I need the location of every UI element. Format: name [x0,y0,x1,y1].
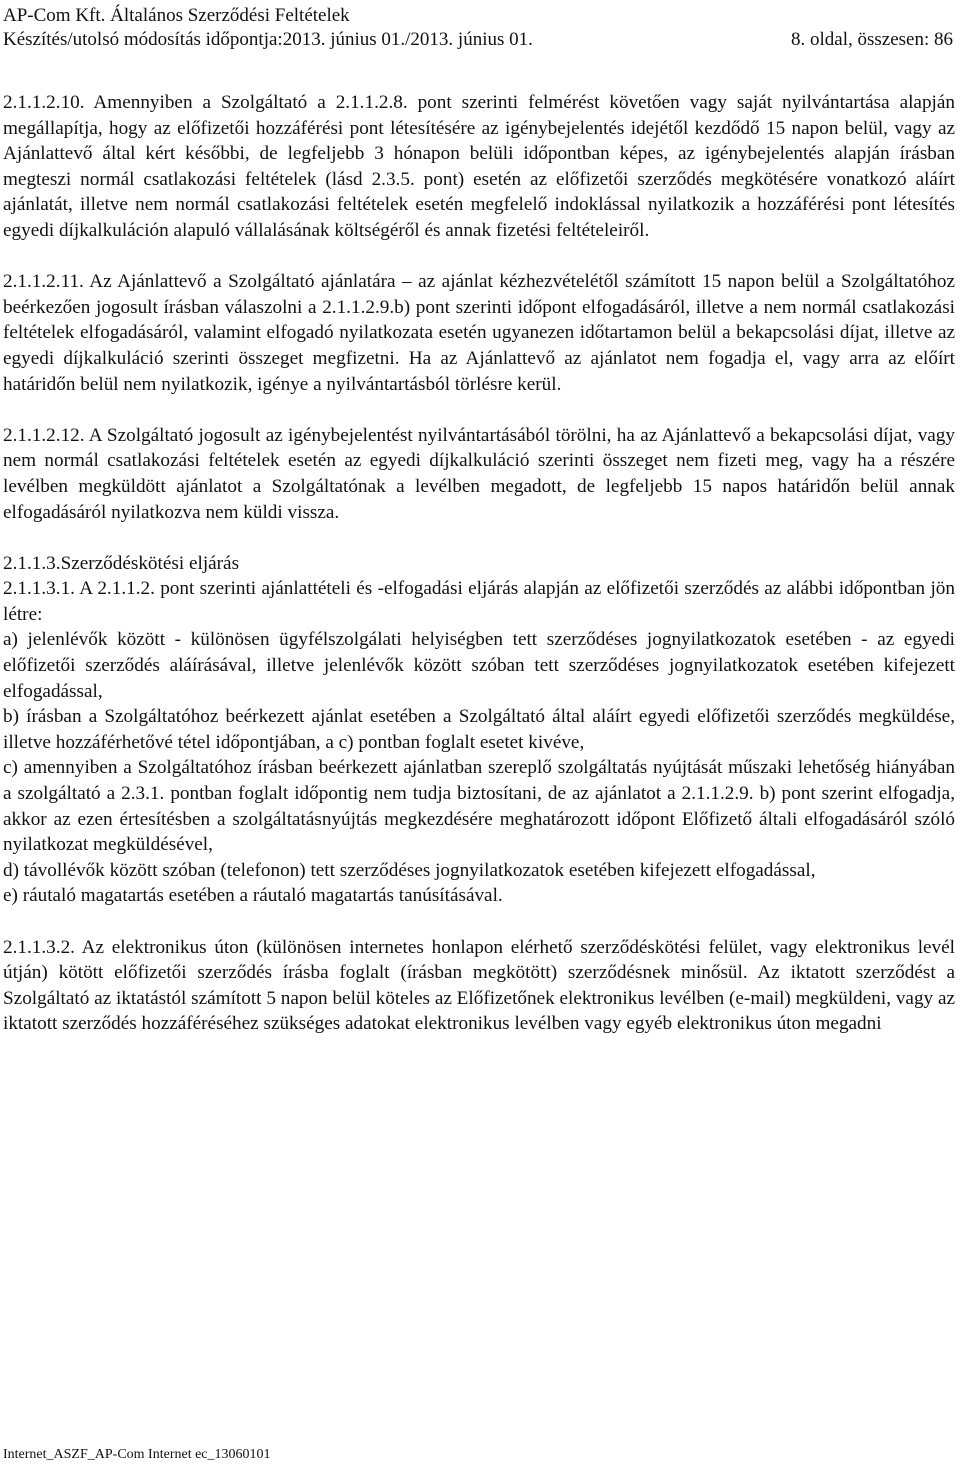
document-body [3,90,955,1037]
list-item-e: e) ráutaló magatartás esetében a ráutaló magatartás tanúsításával. [3,885,503,907]
section-heading: 2.1.1.3.Szerződéskötési eljárás [3,552,240,574]
list-item-b: b) írásban a Szolgáltatóhoz beérkezett ajánlat esetében a Szolgáltató által aláírt egyedi előfizetői szerződés megküldése, illetve hozzáférhetővé tétel időpontjában, a c) pontban foglalt esetet kivéve, [3,706,955,753]
page-footer: Internet_ASZF_AP-Com Internet ec_13060101 [3,1447,271,1462]
paragraph-2-1-1-2-12: 2.1.1.2.12. A Szolgáltató jogosult az igénybejelentést nyilvántartásából törölni, ha az Ajánlattevő a bekapcsolási díjat, vagy nem normál csatlakozási feltételek esetén az egyedi díjkalkuláció szerinti összeget nem fizeti meg, vagy ha a részére levélben megküldött ajánlatot a Szolgáltatónak a levélben megadott, de legfeljebb 15 napos határidőn belül annak elfogadásáról nyilatkozva nem küldi vissza. [3,424,955,523]
paragraph-spacer [3,397,955,423]
paragraph-spacer [3,525,955,551]
section-intro: 2.1.1.3.1. A 2.1.1.2. pont szerinti ajánlattételi és -elfogadási eljárás alapján az előfizetői szerződés az alábbi időpontban jön létre: [3,578,955,625]
paragraph-spacer [3,244,955,270]
header-date: Készítés/utolsó módosítás időpontja:2013. június 01./2013. június 01. [3,29,533,50]
header-page-count: 8. oldal, összesen: 86 [790,29,953,50]
header-title: AP-Com Kft. Általános Szerződési Feltételek [3,5,350,26]
paragraph-spacer [3,909,955,935]
page-header [3,4,953,52]
list-item-a: a) jelenlévők között - különösen ügyfélszolgálati helyiségben tett szerződéses jognyilatkozatok esetében - az egyedi előfizetői szerződés aláírásával, illetve jelenlévők között szóban tett szerződéses jognyilatkozatok esetében kifejezett elfogadással, [3,629,955,702]
paragraph-2-1-1-2-11: 2.1.1.2.11. Az Ajánlattevő a Szolgáltató ajánlatára – az ajánlat kézhezvételétől számított 15 napon belül a Szolgáltatóhoz beérkezően jogosult írásban válaszolni a 2.1.1.2.9.b) pont szerinti időpont elfogadásáról, illetve a nem normál csatlakozási feltételek elfogadásáról, valamint elfogadó nyilatkozata esetén ugyanezen időtartamon belül a bekapcsolási díjat, illetve az egyedi díjkalkuláció szerinti összeget megfizetni. Ha az Ajánlattevő az ajánlatot nem fogadja el, vagy arra az előírt határidőn belül nem nyilatkozik, igénye a nyilvántartásból törlésre kerül. [3,271,955,395]
paragraph-2-1-1-2-10: 2.1.1.2.10. Amennyiben a Szolgáltató a 2.1.1.2.8. pont szerinti felmérést követően vagy saját nyilvántartása alapján megállapítja, hogy az előfizetői hozzáférési pont létesítésére az igénybejelentés idejétől kezdődő 15 napon belül, vagy az Ajánlattevő által kért későbbi, de legfeljebb 3 hónapon belüli időpontban képes, az igénybejelentés alapján írásban megteszi normál csatlakozási feltételek (lásd 2.3.5. pont) esetén az előfizetői szerződés megkötésére vonatkozó aláírt ajánlatát, illetve nem normál csatlakozási feltételek esetén megfelelő indoklással nyilatkozik a hozzáférési pont létesítés egyedi díjkalkuláción alapuló vállalásának költségéről és annak fizetési feltételeiről. [3,92,955,241]
header-meta-row [3,28,953,52]
list-item-d: d) távollévők között szóban (telefonon) tett szerződéses jognyilatkozatok esetében kifejezett elfogadással, [3,859,816,881]
list-item-c: c) amennyiben a Szolgáltatóhoz írásban beérkezett ajánlatban szereplő szolgáltatás nyújtását műszaki lehetőség hiányában a szolgáltató a 2.3.1. pontban foglalt időpontig nem tudja biztosítani, de az ajánlatot a 2.1.1.2.9. b) pont szerint elfogadja, akkor az ezen értesítésben a szolgáltatásnyújtás megkezdésére meghatározott időpont Előfizető általi elfogadásáról szóló nyilatkozat megküldésével, [3,757,955,856]
paragraph-2-1-1-3-2: 2.1.1.3.2. Az elektronikus úton (különösen internetes honlapon elérhető szerződéskötési felület, vagy elektronikus levél útján) kötött előfizetői szerződés írásba foglalt (írásban megkötött) szerződésnek minősül. Az iktatott szerződést a Szolgáltató az iktatástól számított 5 napon belül köteles az Előfizetőnek elektronikus levélben (e-mail) megküldeni, vagy az iktatott szerződés hozzáféréséhez szükséges adatokat elektronikus levélben vagy egyéb elektronikus úton megadni [3,936,955,1035]
